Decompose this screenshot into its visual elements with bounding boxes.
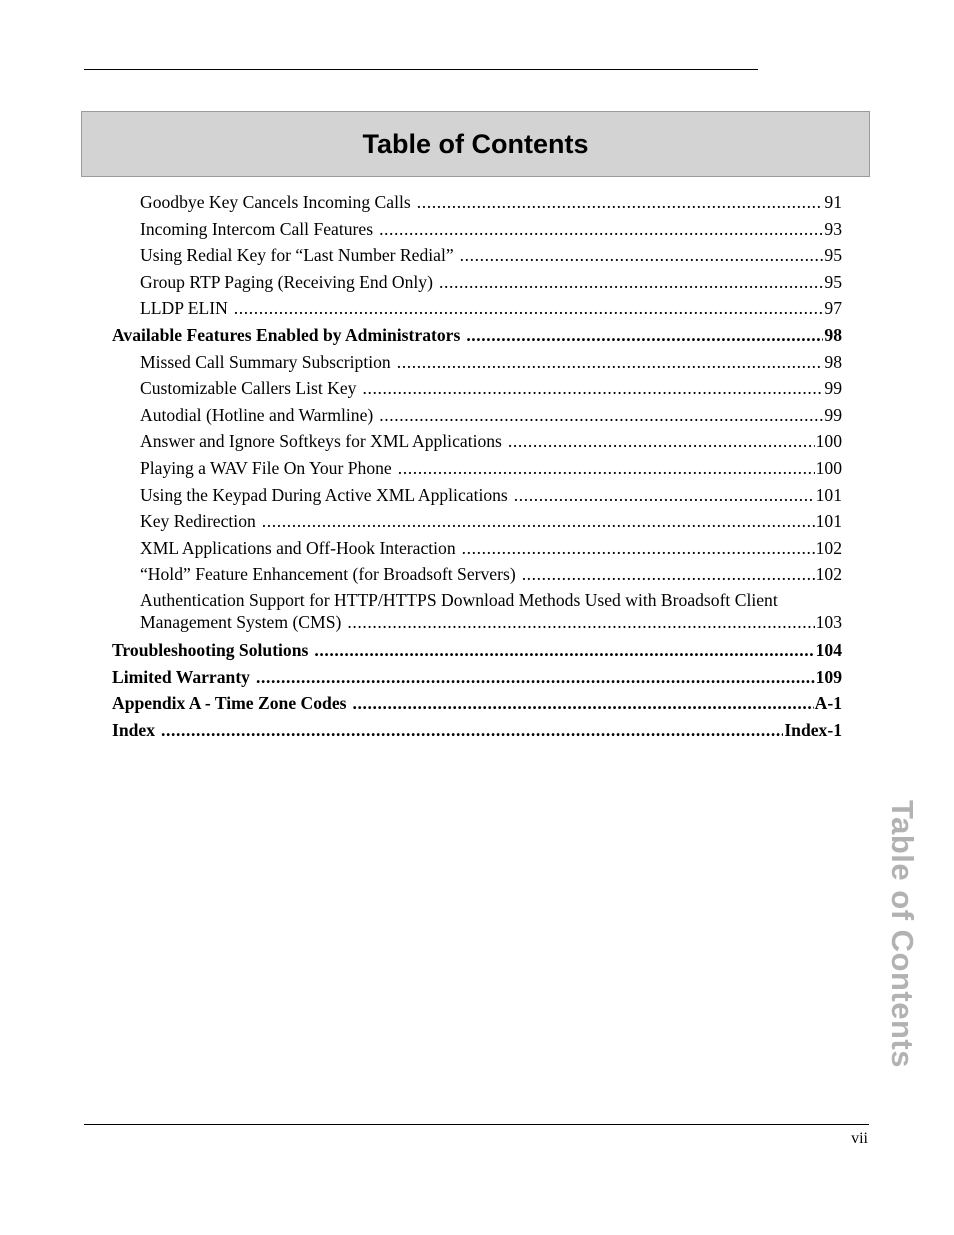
dot-leader bbox=[256, 664, 815, 691]
dot-leader bbox=[352, 690, 813, 717]
toc-entry[interactable] bbox=[112, 508, 842, 535]
toc-entry-page: 99 bbox=[824, 404, 842, 425]
dot-leader bbox=[466, 322, 823, 349]
toc-entry-label: Authentication Support for HTTP/HTTPS Download Methods Used with Broadsoft Client bbox=[140, 589, 778, 610]
toc-entry-label: Customizable Callers List Key bbox=[140, 378, 357, 399]
dot-leader bbox=[362, 375, 823, 402]
toc-entry-label: Group RTP Paging (Receiving End Only) bbox=[140, 271, 433, 292]
toc-entry-page: 98 bbox=[824, 324, 842, 345]
toc-entry-label: Playing a WAV File On Your Phone bbox=[140, 457, 392, 478]
toc-entry[interactable] bbox=[112, 242, 842, 269]
toc-entry-page: 101 bbox=[815, 484, 842, 505]
dot-leader bbox=[460, 242, 824, 269]
toc-entry-page: 100 bbox=[815, 457, 842, 478]
footer-rule bbox=[84, 1124, 869, 1125]
toc-entry[interactable] bbox=[112, 664, 842, 691]
dot-leader bbox=[417, 189, 824, 216]
toc-entry-page: 103 bbox=[815, 611, 842, 632]
dot-leader bbox=[462, 535, 815, 562]
toc-entry-label: Missed Call Summary Subscription bbox=[140, 351, 391, 372]
toc-entry-label: XML Applications and Off-Hook Interaction bbox=[140, 537, 456, 558]
toc-entry[interactable] bbox=[112, 216, 842, 243]
toc-entry-page: 95 bbox=[824, 245, 842, 266]
toc-list bbox=[112, 189, 842, 743]
toc-entry-page: 102 bbox=[815, 564, 842, 585]
dot-leader bbox=[522, 561, 815, 588]
toc-entry[interactable] bbox=[112, 189, 842, 216]
dot-leader bbox=[379, 402, 823, 429]
toc-entry[interactable] bbox=[112, 482, 842, 509]
page-number: vii bbox=[851, 1130, 868, 1147]
toc-entry-page: 95 bbox=[824, 271, 842, 292]
toc-entry[interactable] bbox=[112, 428, 842, 455]
toc-entry[interactable] bbox=[112, 375, 842, 402]
toc-entry-label: Index bbox=[112, 719, 156, 740]
toc-entry-line2 bbox=[140, 611, 842, 633]
toc-entry-label: LLDP ELIN bbox=[140, 298, 228, 319]
toc-entry-page: 101 bbox=[815, 511, 842, 532]
side-tab bbox=[880, 800, 920, 1110]
toc-entry-page: 91 bbox=[824, 192, 842, 212]
toc-entry-page: 109 bbox=[815, 666, 842, 687]
toc-entry-page: Index-1 bbox=[784, 719, 842, 740]
toc-entry-label: Goodbye Key Cancels Incoming Calls bbox=[140, 192, 411, 212]
toc-entry-page: 98 bbox=[824, 351, 842, 372]
toc-entry[interactable] bbox=[112, 717, 842, 744]
toc-entry[interactable] bbox=[112, 455, 842, 482]
toc-entry[interactable] bbox=[112, 588, 842, 637]
toc-entry-label: Limited Warranty bbox=[112, 666, 250, 687]
toc-entry-page: 97 bbox=[824, 298, 842, 319]
toc-entry-label: Incoming Intercom Call Features bbox=[140, 218, 374, 239]
toc-entry-page: 99 bbox=[824, 378, 842, 399]
dot-leader bbox=[161, 717, 783, 744]
toc-entry-page: 93 bbox=[824, 218, 842, 239]
toc-entry[interactable] bbox=[112, 269, 842, 296]
header-rule bbox=[84, 69, 758, 70]
dot-leader bbox=[514, 482, 815, 509]
toc-entry[interactable] bbox=[112, 322, 842, 349]
dot-leader bbox=[379, 216, 823, 243]
toc-entry-label: Using Redial Key for “Last Number Redial” bbox=[140, 245, 454, 266]
toc-entry-page: 100 bbox=[815, 431, 842, 452]
toc-entry[interactable] bbox=[112, 561, 842, 588]
side-tab-label: Table of Contents bbox=[885, 800, 920, 1068]
toc-entry[interactable] bbox=[112, 402, 842, 429]
toc-entry[interactable] bbox=[112, 295, 842, 322]
toc-entry-label: Autodial (Hotline and Warmline) bbox=[140, 404, 374, 425]
toc-entry-label: Using the Keypad During Active XML Applications bbox=[140, 484, 508, 505]
toc-entry-label: Available Features Enabled by Administrators bbox=[112, 324, 461, 345]
dot-leader bbox=[398, 455, 815, 482]
toc-entry-page: 104 bbox=[815, 639, 842, 660]
toc-entry[interactable] bbox=[112, 690, 842, 717]
toc-entry[interactable] bbox=[112, 637, 842, 664]
toc-entry-label: Troubleshooting Solutions bbox=[112, 639, 309, 660]
dot-leader bbox=[262, 508, 815, 535]
dot-leader bbox=[439, 269, 823, 296]
toc-entry-page: 102 bbox=[815, 537, 842, 558]
toc-entry-label: Appendix A - Time Zone Codes bbox=[112, 693, 347, 714]
dot-leader bbox=[347, 611, 814, 633]
dot-leader bbox=[234, 295, 824, 322]
title-banner bbox=[81, 111, 870, 177]
page-title: Table of Contents bbox=[362, 128, 589, 159]
toc-entry-label-cont: Management System (CMS) bbox=[140, 611, 342, 632]
toc-entry-label: Answer and Ignore Softkeys for XML Applications bbox=[140, 431, 502, 452]
toc-entry-label: “Hold” Feature Enhancement (for Broadsoft Servers) bbox=[140, 564, 516, 585]
dot-leader bbox=[314, 637, 814, 664]
dot-leader bbox=[508, 428, 815, 455]
dot-leader bbox=[397, 349, 824, 376]
toc-entry[interactable] bbox=[112, 349, 842, 376]
toc-entry[interactable] bbox=[112, 535, 842, 562]
toc-entry-label: Key Redirection bbox=[140, 511, 256, 532]
toc-entry-page: A-1 bbox=[814, 693, 842, 714]
